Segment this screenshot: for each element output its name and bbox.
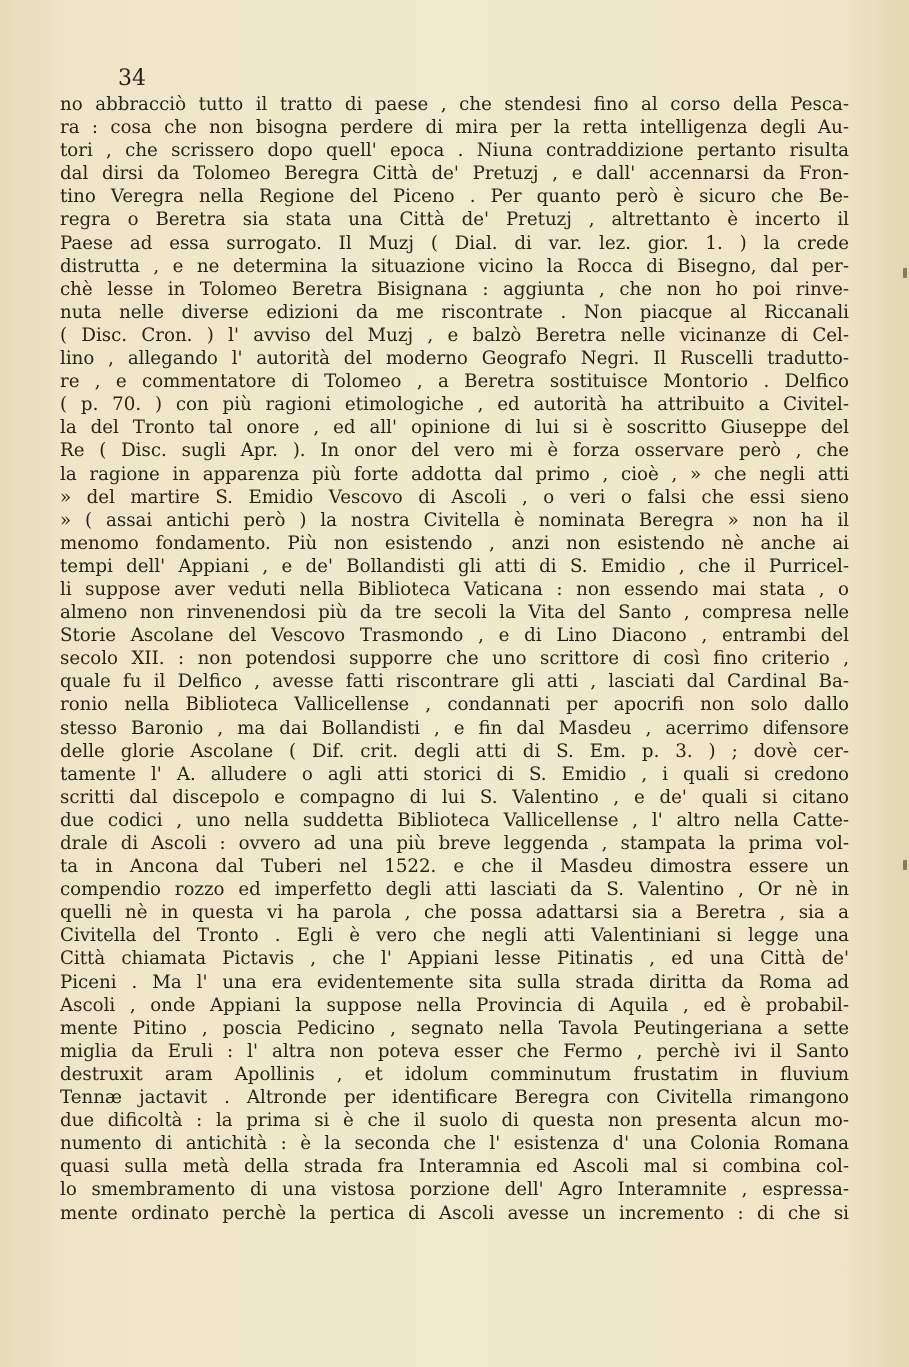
text-line: ( Disc. Cron. ) l' avviso del Muzj , e balzò Beretra nelle vicinanze di Cel- xyxy=(60,324,849,346)
text-line: Re ( Disc. sugli Apr. ). In onor del vero mi è forza osservare però , che xyxy=(60,440,849,462)
text-line: secolo XII. : non potendosi supporre che uno scrittore di così fino criterio , xyxy=(60,648,849,670)
text-line: tori , che scrissero dopo quell' epoca . Niuna contraddizione pertanto risulta xyxy=(60,140,849,162)
text-line: la del Tronto tal onore , ed all' opinione di lui si è soscritto Giuseppe del xyxy=(60,417,849,439)
text-line: almeno non rinvenendosi più da tre secoli la Vita del Santo , compresa nelle xyxy=(60,602,849,624)
page-number: 34 xyxy=(118,66,146,91)
body-text xyxy=(60,93,849,1225)
text-line: nuta nelle diverse edizioni da me riscontrate . Non piacque al Riccanali xyxy=(60,301,849,323)
text-line: drale di Ascoli : ovvero ad una più breve leggenda , stampata la prima vol- xyxy=(60,833,849,854)
text-line: » ( assai antichi però ) la nostra Civitella è nominata Beregra » non ha il xyxy=(60,509,849,531)
text-line: Storie Ascolane del Vescovo Trasmondo , e di Lino Diacono , entrambi del xyxy=(60,625,849,647)
text-line: regra o Beretra sia stata una Città de' Pretuzj , altrettanto è incerto il xyxy=(60,209,849,231)
text-line: lo smembramento di una vistosa porzione dell' Agro Interamnite , espressa- xyxy=(60,1179,849,1201)
text-line: menomo fondamento. Più non esistendo , anzi non esistendo nè anche ai xyxy=(60,532,849,554)
text-line: » del martire S. Emidio Vescovo di Ascoli , o veri o falsi che essi sieno xyxy=(60,486,849,508)
text-line: ( p. 70. ) con più ragioni etimologiche , ed autorità ha attribuito a Civitel- xyxy=(60,394,849,416)
text-line: ta in Ancona dal Tuberi nel 1522. e che il Masdeu dimostra essere un xyxy=(60,856,849,878)
text-line: distrutta , e ne determina la situazione vicino la Rocca di Bisegno, dal per- xyxy=(60,255,849,277)
text-line: delle glorie Ascolane ( Dif. crit. degli atti di S. Em. p. 3. ) ; dovè cer- xyxy=(60,740,849,762)
text-line: re , e commentatore di Tolomeo , a Beretra sostituisce Montorio . Delfico xyxy=(60,371,849,393)
text-line: Paese ad essa surrogato. Il Muzj ( Dial. di var. lez. gior. 1. ) la crede xyxy=(60,232,849,254)
text-line: quale fu il Delfico , avesse fatti riscontrare gli atti , lasciati dal Cardinal Ba- xyxy=(60,671,849,693)
text-line: tempi dell' Appiani , e de' Bollandisti gli atti di S. Emidio , che il Purricel- xyxy=(60,555,849,577)
text-line: li suppose aver veduti nella Biblioteca Vaticana : non essendo mai stata , o xyxy=(60,578,849,600)
text-line: miglia da Eruli : l' altra non poteva esser che Fermo , perchè ivi il Santo xyxy=(60,1040,849,1062)
text-line: numento di antichità : è la seconda che l' esistenza d' una Colonia Romana xyxy=(60,1133,849,1155)
text-line: quasi sulla metà della strada fra Interamnia ed Ascoli mal si combina col- xyxy=(60,1156,849,1178)
text-line: no abbracciò tutto il tratto di paese , che stendesi fino al corso della Pesca- xyxy=(60,94,849,115)
text-line: tino Veregra nella Regione del Piceno . Per quanto però è sicuro che Be- xyxy=(60,186,849,208)
text-line: scritti dal discepolo e compagno di lui S. Valentino , e de' quali si citano xyxy=(60,786,849,808)
text-line: Città chiamata Pictavis , che l' Appiani lesse Pitinatis , ed una Città de' xyxy=(60,948,849,970)
text-line: stesso Baronio , ma dai Bollandisti , e fin dal Masdeu , acerrimo difensore xyxy=(60,717,849,739)
text-line: chè lesse in Tolomeo Beretra Bisignana : aggiunta , che non ho poi rinve- xyxy=(60,278,849,300)
text-line: tamente l' A. alludere o agli atti storici di S. Emidio , i quali si credono xyxy=(60,763,849,785)
edge-mark xyxy=(903,268,907,278)
text-line: mente Pitino , poscia Pedicino , segnato nella Tavola Peutingeriana a sette xyxy=(60,1017,849,1039)
text-line: Ascoli , onde Appiani la suppose nella Provincia di Aquila , ed è probabil- xyxy=(60,994,849,1016)
text-line: due dificoltà : la prima si è che il suolo di questa non presenta alcun mo- xyxy=(60,1110,849,1132)
text-line: mente ordinato perchè la pertica di Ascoli avesse un incremento : di che si xyxy=(60,1202,849,1224)
text-line: quelli nè in questa vi ha parola , che possa adattarsi sia a Beretra , sia a xyxy=(60,902,849,924)
text-line: ronio nella Biblioteca Vallicellense , condannati per apocrifi non solo dallo xyxy=(60,694,849,716)
text-line: la ragione in apparenza più forte addotta dal primo , cioè , » che negli atti xyxy=(60,463,849,485)
text-line: Civitella del Tronto . Egli è vero che negli atti Valentiniani si legge una xyxy=(60,925,849,947)
text-line: dal dirsi da Tolomeo Beregra Città de' Pretuzj , e dall' accennarsi da Fron- xyxy=(60,163,849,185)
text-line: due codici , uno nella suddetta Biblioteca Vallicellense , l' altro nella Catte- xyxy=(60,809,849,831)
text-line: destruxit aram Apollinis , et idolum comminutum frustatim in fluvium xyxy=(60,1063,849,1085)
text-line: Tennæ jactavit . Altronde per identificare Beregra con Civitella rimangono xyxy=(60,1087,849,1109)
text-line: lino , allegando l' autorità del moderno Geografo Negri. Il Ruscelli tradutto- xyxy=(60,348,849,370)
text-line: compendio rozzo ed imperfetto degli atti lasciati da S. Valentino , Or nè in xyxy=(60,879,849,901)
text-line: Piceni . Ma l' una era evidentemente sita sulla strada diritta da Roma ad xyxy=(60,971,849,993)
text-line: ra : cosa che non bisogna perdere di mira per la retta intelligenza degli Au- xyxy=(60,117,849,139)
edge-mark xyxy=(903,860,907,870)
